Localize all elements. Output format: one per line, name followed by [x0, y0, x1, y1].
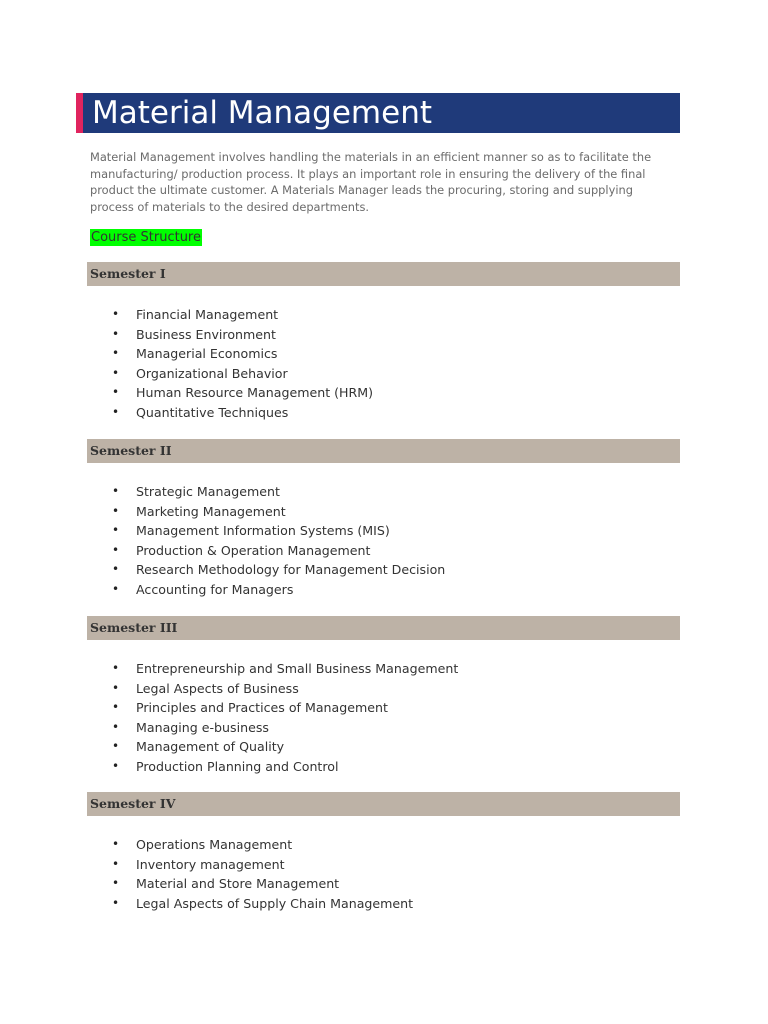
course-name: Legal Aspects of Business — [136, 680, 299, 696]
bullet-icon: • — [112, 661, 120, 675]
bullet-icon: • — [112, 562, 120, 576]
list-item — [112, 874, 413, 894]
semester-title: Semester IV — [90, 796, 176, 811]
semester-2-course-list — [112, 482, 445, 599]
course-name: Managing e-business — [136, 719, 269, 735]
bullet-icon: • — [112, 680, 120, 695]
list-item — [112, 659, 458, 679]
list-item — [112, 894, 413, 914]
list-item — [112, 580, 445, 600]
semester-header-2 — [87, 439, 680, 463]
semester-3-course-list — [112, 659, 458, 776]
bullet-icon: • — [112, 719, 120, 734]
bullet-icon: • — [112, 307, 120, 321]
course-name: Material and Store Management — [136, 876, 340, 891]
course-name: Principles and Practices of Management — [136, 700, 388, 715]
course-name: Entrepreneurship and Small Business Management — [136, 661, 459, 676]
course-name: Management Information Systems (MIS) — [136, 523, 390, 538]
list-item — [112, 835, 413, 855]
semester-1-course-list — [112, 305, 373, 422]
page-title: Material Management — [92, 95, 433, 131]
bullet-icon: • — [112, 542, 120, 557]
bullet-icon: • — [112, 856, 120, 871]
bullet-icon: • — [112, 346, 120, 360]
course-name: Operations Management — [136, 837, 293, 852]
course-name: Managerial Economics — [136, 346, 278, 361]
course-name: Accounting for Managers — [136, 581, 294, 597]
list-item — [112, 757, 458, 777]
course-name: Quantitative Techniques — [136, 404, 289, 420]
list-item — [112, 482, 445, 502]
course-name: Research Methodology for Management Decision — [136, 562, 446, 577]
semester-header-1 — [87, 262, 680, 286]
list-item — [112, 679, 458, 699]
bullet-icon: • — [112, 503, 120, 518]
course-name: Legal Aspects of Supply Chain Management — [136, 895, 414, 911]
bullet-icon: • — [112, 326, 120, 341]
bullet-icon: • — [112, 581, 120, 596]
intro-paragraph: Material Management involves handling the materials in an efficient manner so as to facilitate the manufacturing/ production process. It plays an important role in ensuring the delivery of the final product the ultimate customer. A Materials Manager leads the procuring, storing and supplying process of materials to the desired departments. — [90, 150, 652, 214]
list-item — [112, 383, 373, 403]
bullet-icon: • — [112, 404, 120, 419]
bullet-icon: • — [112, 365, 120, 380]
title-accent-stripe — [76, 93, 83, 133]
bullet-icon: • — [112, 837, 120, 851]
list-item — [112, 344, 373, 364]
bullet-icon: • — [112, 700, 120, 714]
semester-header-4 — [87, 792, 680, 816]
list-item — [112, 521, 445, 541]
list-item — [112, 364, 373, 384]
course-name: Marketing Management — [136, 503, 286, 519]
list-item — [112, 403, 373, 423]
course-name: Financial Management — [136, 307, 279, 322]
course-name: Organizational Behavior — [136, 365, 288, 381]
list-item — [112, 855, 413, 875]
list-item — [112, 502, 445, 522]
bullet-icon: • — [112, 758, 120, 773]
semester-4-course-list — [112, 835, 413, 913]
list-item — [112, 737, 458, 757]
semester-title: Semester I — [90, 266, 166, 281]
title-bar — [76, 93, 680, 133]
semester-header-3 — [87, 616, 680, 640]
bullet-icon: • — [112, 895, 120, 910]
bullet-icon: • — [112, 385, 120, 399]
course-name: Inventory management — [136, 856, 285, 872]
list-item — [112, 698, 458, 718]
bullet-icon: • — [112, 876, 120, 890]
course-name: Strategic Management — [136, 484, 280, 499]
course-name: Production Planning and Control — [136, 758, 339, 774]
list-item — [112, 325, 373, 345]
list-item — [112, 560, 445, 580]
course-structure-label: Course Structure — [91, 230, 201, 245]
course-name: Human Resource Management (HRM) — [136, 385, 374, 400]
semester-title: Semester II — [90, 443, 172, 458]
bullet-icon: • — [112, 739, 120, 753]
course-name: Business Environment — [136, 326, 276, 342]
list-item — [112, 305, 373, 325]
course-name: Production & Operation Management — [136, 542, 371, 558]
course-name: Management of Quality — [136, 739, 285, 754]
bullet-icon: • — [112, 523, 120, 537]
semester-title: Semester III — [90, 620, 178, 635]
list-item — [112, 541, 445, 561]
list-item — [112, 718, 458, 738]
bullet-icon: • — [112, 484, 120, 498]
